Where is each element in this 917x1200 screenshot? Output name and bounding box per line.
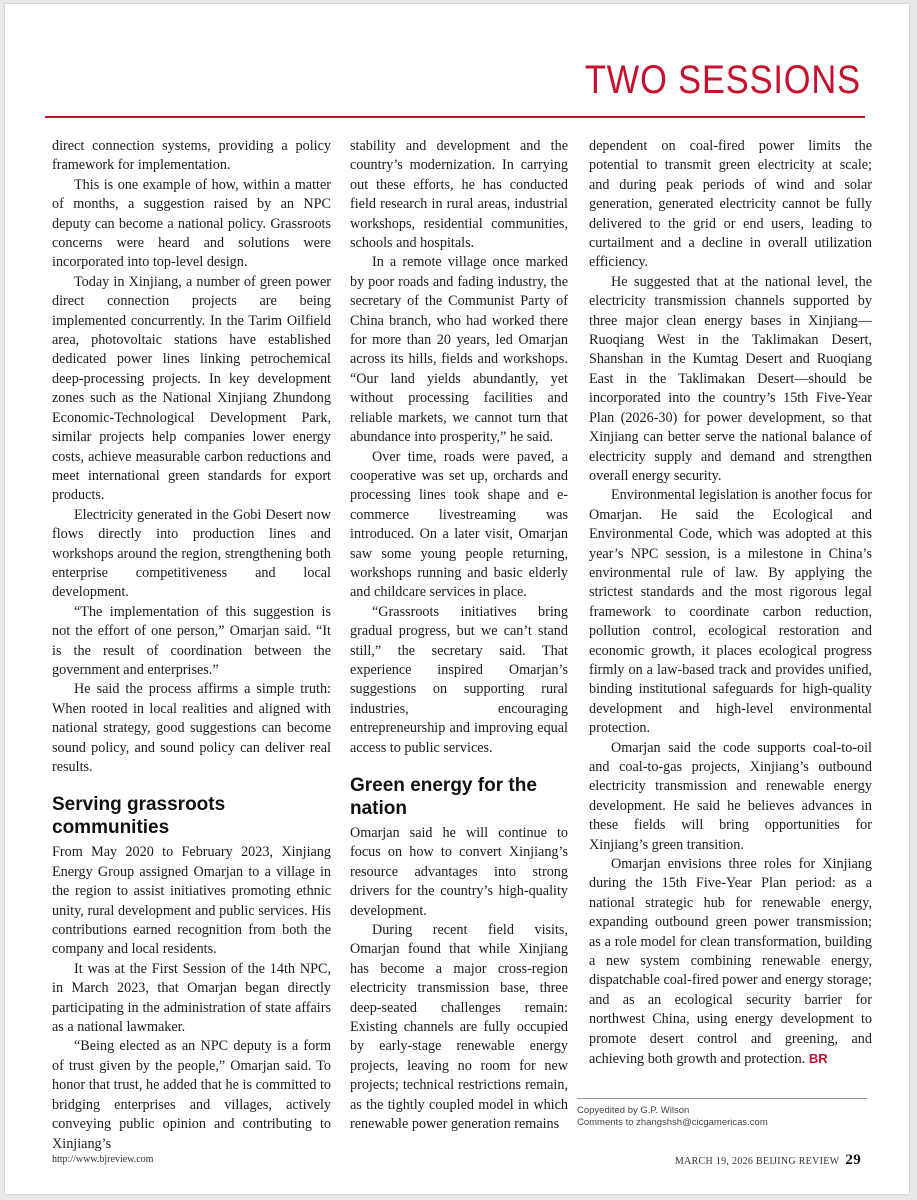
paragraph: direct connection systems, providing a policy framework for implementation.	[52, 138, 331, 174]
footer-url: http://www.bjreview.com	[52, 1154, 154, 1165]
paragraph: dependent on coal-fired power limits the potential to transmit green electricity at scale; and during peak periods of wind and solar generation, generated electricity cannot be fully delivered to the grid or end users, leading to curtailment and a decline in overall utilization efficiency.	[589, 138, 872, 271]
comments-contact: Comments to zhangshsh@cicgamericas.com	[577, 1117, 768, 1128]
issue-info: MARCH 19, 2026 BEIJING REVIEW	[674, 1156, 840, 1167]
paragraph: “Being elected as an NPC deputy is a form of trust given by the people,” Omarjan said. To honor that trust, he added that he is committed to bridging enterprises and villages, actively conveying public opinion and contributing to Xinjiang’s	[52, 1038, 331, 1152]
end-mark: BR	[808, 1051, 828, 1067]
paragraph: This is one example of how, within a matter of months, a suggestion raised by an NPC deputy can become a national policy. Grassroots concerns were heard and solutions were incorporated into top-level design.	[52, 176, 331, 271]
paragraph: stability and development and the country’s modernization. In carrying out these efforts, he has conducted field research in rural areas, industrial workshops, residential communities, schools and hospitals.	[350, 138, 568, 252]
paragraph-text: Omarjan envisions three roles for Xinjiang during the 15th Five-Year Plan period: as a national strategic hub for renewable energy, expanding outbound green power transmission; as a role model for clean transformation, building a new system combining renewable energy, dispatchable coal-fired power and energy storage; and as an ecological security barrier for northwest China, using energy development to promote desert control and greening, and achieving both growth and protection.	[589, 856, 872, 1068]
paragraph: He said the process affirms a simple truth: When rooted in local realities and aligned with national strategy, good suggestions can become sound policy, and sound policy can deliver real results.	[52, 681, 331, 775]
page-number: 29	[845, 1152, 861, 1168]
paragraph: From May 2020 to February 2023, Xinjiang Energy Group assigned Omarjan to a village in the region to assist initiatives promoting ethnic unity, rural development and public services. His contributions earned recognition from both the company and local residents.	[52, 844, 331, 958]
paragraph: Electricity generated in the Gobi Desert now flows directly into production lines and workshops around the region, strengthening both enterprise competitiveness and local development.	[52, 506, 331, 601]
paragraph: Omarjan said the code supports coal-to-oil and coal-to-gas projects, Xinjiang’s outbound electricity transmission and renewable energy development. He said he believes advances in these fields will bring opportunities for Xinjiang’s green transition.	[589, 739, 872, 853]
paragraph: Environmental legislation is another focus for Omarjan. He said the Ecological and Environmental Code, which was adopted at this year’s NPC session, is a milestone in China’s environmental rule of law. By applying the strictest standards and the most rigorous legal framework to coordinate carbon reduction, pollution control, ecological restoration and economic growth, it places ecological progress firmly on a law-based track and provides unified, binding institutional safeguards for high-quality development and high-level environmental protection.	[589, 487, 872, 737]
section-title: TWO SESSIONS	[584, 58, 861, 102]
column-3	[589, 137, 872, 1070]
paragraph: Omarjan said he will continue to focus on how to convert Xinjiang’s resource advantages into strong drivers for the country’s high-quality development.	[350, 825, 568, 919]
paragraph: “The implementation of this suggestion is not the effort of one person,” Omarjan said. “It is the result of coordination between the government and enterprises.”	[52, 603, 331, 678]
subheading-green-energy: Green energy for the nation	[350, 775, 537, 819]
paragraph: He suggested that at the national level, the electricity transmission channels supported by three major clean energy bases in Xinjiang—Ruoqiang West in the Taklimakan Desert, Shanshan in the Kumtag Desert and Ruoqiang East in the Taklimakan Desert—should be incorporated into the country’s 15th Five-Year Plan (2026-30) for power development, so that Xinjiang can better serve the national balance of electricity supply and demand and strengthen overall energy security.	[589, 273, 872, 484]
paragraph: “Grassroots initiatives bring gradual progress, but we can’t stand still,” the secretary said. That experience inspired Omarjan’s suggestions on supporting rural industries, encouraging entrepreneurship and improving equal access to public services.	[350, 603, 568, 756]
subheading-serving-grassroots: Serving grassroots communities	[52, 794, 226, 839]
magazine-page	[5, 4, 909, 1194]
paragraph: In a remote village once marked by poor roads and fading industry, the secretary of the Communist Party of China branch, who had worked there for more than 20 years, led Omarjan across its hills, fields and workshops. “Our land yields abundantly, yet without processing facilities and reliable markets, we cannot turn that abundance into prosperity,” he said.	[350, 254, 568, 446]
credits	[577, 1098, 867, 1129]
paragraph: Today in Xinjiang, a number of green power direct connection projects are being implemented concurrently. In the Tarim Oilfield area, photovoltaic stations have established dedicated power lines linking petrochemical deep-processing projects. In key development zones such as the National Xinjiang Zhundong Economic-Technological Development Park, similar projects help companies lower energy costs, achieve measurable carbon reductions and meet international green standards for export products.	[52, 273, 331, 504]
copyeditor-credit: Copyedited by G.P. Wilson	[577, 1105, 690, 1116]
column-1	[52, 137, 331, 1154]
column-2	[350, 137, 568, 1135]
paragraph: It was at the First Session of the 14th NPC, in March 2023, that Omarjan began directly participating in the administration of state affairs as a national lawmaker.	[52, 960, 331, 1036]
paragraph: During recent field visits, Omarjan found that while Xinjiang has become a major cross-region electricity transmission base, three deep-seated challenges remain: Existing channels are fully occupied by early-stage renewable energy projects, leaving no room for new projects; technical restrictions remain, as the tightly coupled model in which renewable power generation remains	[350, 922, 568, 1133]
paragraph: Over time, roads were paved, a cooperative was set up, orchards and processing lines took shape and e-commerce livestreaming was introduced. On a later visit, Omarjan saw some young people returning, workshops running and basic elderly and childcare services in place.	[350, 448, 568, 601]
footer-issue	[675, 1152, 861, 1169]
header-rule	[45, 116, 865, 118]
paragraph-final	[589, 855, 872, 1069]
